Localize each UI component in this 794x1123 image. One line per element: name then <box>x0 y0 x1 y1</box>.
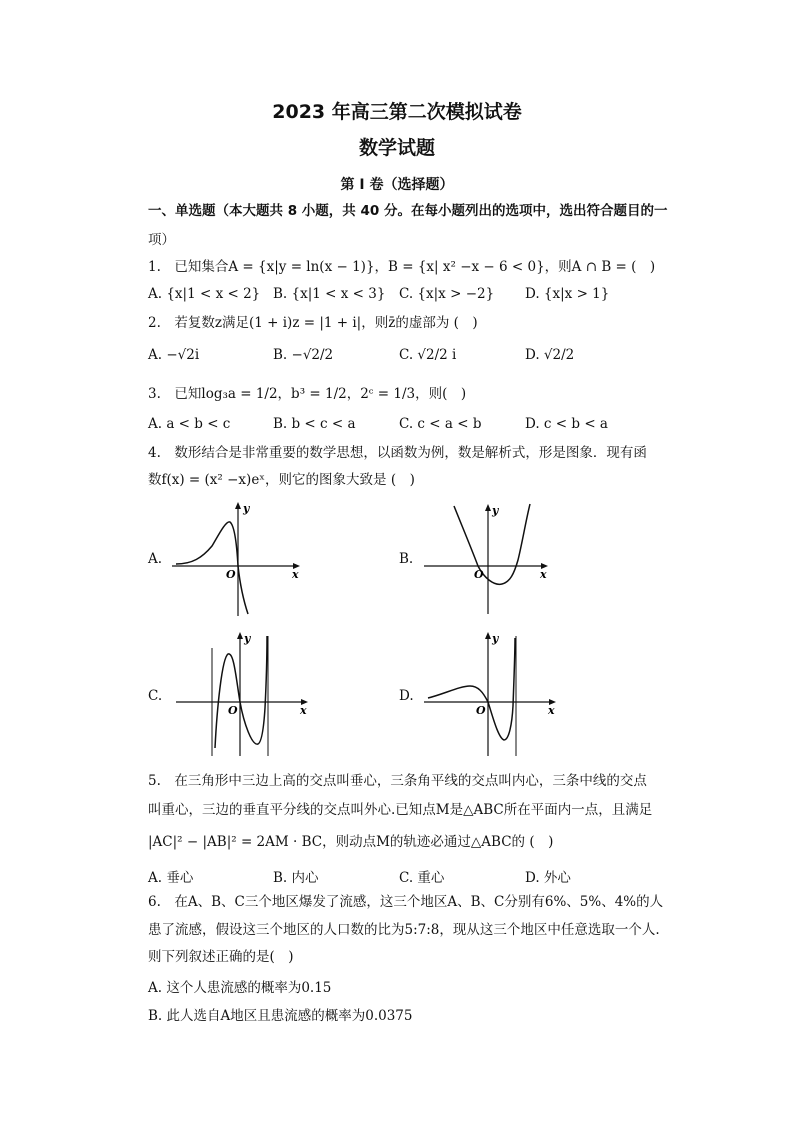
exam-subtitle: 数学试题 <box>358 137 435 159</box>
q6-stem-line-3: 则下列叙述正确的是( ) <box>148 949 294 965</box>
q5-stem-line-1: 5. 在三角形中三边上高的交点叫垂心，三条角平线的交点叫内心，三条中线的交点 <box>148 773 647 789</box>
q4-graph-d <box>420 628 562 758</box>
q2-option-b: B. −√2/2 <box>273 347 334 363</box>
q3-option-b: B. b < c < a <box>273 416 356 432</box>
part-heading: 一、单选题（本大题共 8 小题，共 40 分。在每小题列出的选项中，选出符合题目的一 <box>148 203 668 219</box>
q2-stem: 2. 若复数z满足(1 + i)z = |1 + i|，则z̄的虚部为 ( ) <box>148 315 478 331</box>
q2-option-c: C. √2/2 i <box>399 347 457 363</box>
part-heading-cont: 项） <box>148 232 175 248</box>
q4-graph-b <box>420 500 552 618</box>
q1-option-b: B. {x|1 < x < 3} <box>273 286 386 302</box>
q4-graph-a <box>172 498 304 618</box>
q1-stem: 1. 已知集合A = {x|y = ln(x − 1)}，B = {x| x² −x − 6 < 0}，则A ∩ B = ( ) <box>148 259 656 275</box>
q5-option-d: D. 外心 <box>525 870 571 886</box>
q3-option-d: D. c < b < a <box>525 416 608 432</box>
q2-option-a: A. −√2i <box>148 347 200 363</box>
q6-stem-line-1: 6. 在A、B、C三个地区爆发了流感，这三个地区A、B、C分别有6%、5%、4%的人 <box>148 894 664 910</box>
q1-option-d: D. {x|x > 1} <box>525 286 610 302</box>
axis-x-label: x <box>300 704 307 717</box>
q4-graph-c <box>172 628 314 758</box>
q6-stem-line-2: 患了流感，假设这三个地区的人口数的比为5:7:8，现从这三个地区中任意选取一个人. <box>148 922 660 938</box>
q3-option-c: C. c < a < b <box>399 416 482 432</box>
q4-stem-line-2: 数f(x) = (x² −x)eˣ，则它的图象大致是 ( ) <box>148 472 415 488</box>
section-heading: 第 I 卷（选择题） <box>340 177 454 193</box>
q4-option-c-label: C. <box>148 688 163 704</box>
origin-label: O <box>228 704 238 717</box>
origin-label: O <box>226 568 236 581</box>
q6-option-b: B. 此人选自A地区且患流感的概率为0.0375 <box>148 1008 413 1024</box>
q1-option-c: C. {x|x > −2} <box>399 286 495 302</box>
q4-stem-line-1: 4. 数形结合是非常重要的数学思想，以函数为例，数是解析式，形是图象．现有函 <box>148 445 647 461</box>
exam-title: 2023 年高三第二次模拟试卷 <box>272 101 522 123</box>
origin-label: O <box>476 704 486 717</box>
q3-option-a: A. a < b < c <box>148 416 231 432</box>
axis-y-label: y <box>243 502 250 515</box>
q4-option-a-label: A. <box>148 551 163 567</box>
q4-option-d-label: D. <box>399 688 414 704</box>
q5-option-c: C. 重心 <box>399 870 445 886</box>
axis-y-label: y <box>492 632 499 645</box>
q6-option-a: A. 这个人患流感的概率为0.15 <box>148 980 332 996</box>
q3-stem: 3. 已知log₃a = 1/2，b³ = 1/2，2ᶜ = 1/3，则( ) <box>148 386 467 402</box>
q5-option-a: A. 垂心 <box>148 870 194 886</box>
origin-label: O <box>474 568 484 581</box>
axis-x-label: x <box>540 568 547 581</box>
axis-x-label: x <box>292 568 299 581</box>
q5-option-b: B. 内心 <box>273 870 319 886</box>
axis-y-label: y <box>492 504 499 517</box>
axis-y-label: y <box>244 632 251 645</box>
q2-option-d: D. √2/2 <box>525 347 575 363</box>
q1-option-a: A. {x|1 < x < 2} <box>148 286 261 302</box>
q5-stem-line-2: 叫重心，三边的垂直平分线的交点叫外心.已知点M是△ABC所在平面内一点，且满足 <box>148 802 653 818</box>
q5-stem-line-3: |AC|² − |AB|² = 2AM · BC，则动点M的轨迹必通过△ABC的 ( ) <box>148 834 554 850</box>
axis-x-label: x <box>548 704 555 717</box>
q4-option-b-label: B. <box>399 551 414 567</box>
